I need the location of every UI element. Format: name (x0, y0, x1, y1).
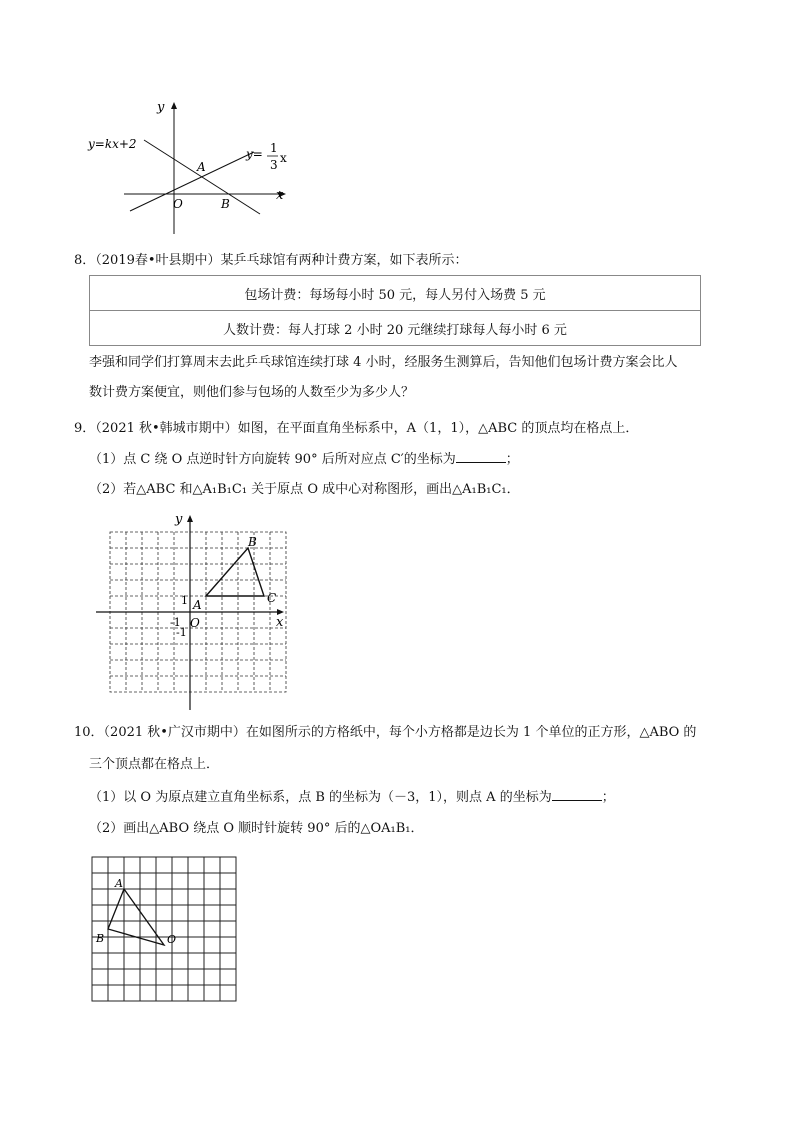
question-10-header2: 三个顶点都在格点上． (89, 757, 220, 772)
point-b-label: B (248, 535, 257, 549)
question-8-header: 8．（2019春•叶县期中）某乒乓球馆有两种计费方案，如下表所示： (74, 253, 468, 268)
question-8-body-line2: 数计费方案便宜，则他们参与包场的人数至少为多少人？ (89, 385, 415, 400)
table-row: 人数计费：每人打球 2 小时 20 元继续打球每人每小时 6 元 (90, 311, 701, 346)
line2-variable: x (280, 151, 287, 165)
question-10-header: 10．（2021 秋•广汉市期中）在如图所示的方格纸中，每个小方格都是边长为 1 个单位的正方形，△ABO 的 (74, 725, 697, 740)
answer-blank (552, 788, 602, 801)
y-axis-label: y (175, 512, 183, 527)
point-a-label: A (115, 877, 123, 890)
line2-denominator: 3 (270, 158, 278, 172)
square-grid-figure (91, 856, 239, 1004)
linear-functions-figure (80, 96, 300, 236)
question-10-part1-end: ； (601, 790, 615, 805)
line-one-third-x (130, 152, 254, 211)
question-9-part1 (89, 450, 519, 469)
line2-label-prefix: y= (246, 147, 263, 161)
point-a-label: A (197, 160, 206, 174)
point-a-label: A (193, 598, 202, 612)
point-b-label: B (96, 932, 105, 945)
question-10-part2: （2）画出△ABO 绕点 O 顺时针旋转 90° 后的△OA₁B₁． (89, 821, 424, 836)
line1-label: y=kx+2 (88, 137, 137, 151)
point-c-label: C (267, 591, 277, 605)
question-9-header: 9．（2021 秋•韩城市期中）如图，在平面直角坐标系中，A（1，1），△ABC 的顶点均在格点上． (74, 421, 639, 436)
table-row: 包场计费：每场每小时 50 元，每人另付入场费 5 元 (90, 276, 701, 311)
tick-1-label: 1 (181, 594, 188, 607)
pricing-table (89, 275, 701, 346)
point-o-label: O (167, 933, 177, 946)
question-10-part1 (89, 788, 615, 807)
question-9-part2: （2）若△ABC 和△A₁B₁C₁ 关于原点 O 成中心对称图形，画出△A₁B₁C₁． (89, 482, 520, 497)
coordinate-grid-figure (90, 510, 300, 715)
question-8-body-line1: 李强和同学们打算周末去此乒乓球馆连续打球 4 小时，经服务生测算后，告知他们包场计费方案会比人 (89, 355, 678, 370)
point-b-label: B (221, 197, 230, 211)
point-o-label: O (173, 197, 183, 211)
y-axis-label: y (157, 100, 165, 115)
question-9-part1-end: ； (505, 452, 519, 467)
x-axis-label: x (276, 615, 284, 630)
tick-neg1-y-label: -1 (176, 626, 187, 639)
line2-numerator: 1 (270, 141, 278, 155)
question-9-part1-text: （1）点 C 绕 O 点逆时针方向旋转 90° 后所对应点 C′的坐标为 (89, 452, 456, 467)
question-10-part1-text: （1）以 O 为原点建立直角坐标系，点 B 的坐标为（－3，1），则点 A 的坐标为 (89, 790, 552, 805)
origin-label: O (190, 616, 200, 630)
answer-blank (456, 450, 506, 463)
tick-neg1-x-label: -1 (170, 616, 181, 629)
triangle-abc (206, 548, 264, 596)
x-axis-label: x (276, 188, 284, 203)
